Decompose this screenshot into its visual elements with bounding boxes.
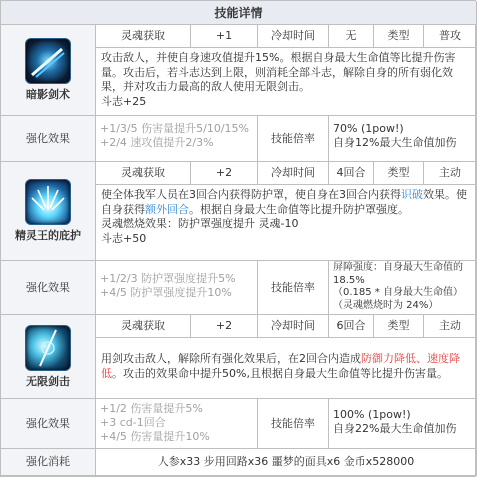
skill-3-name: 无限剑击 bbox=[26, 374, 70, 388]
mult-line: （灵魂燃烧时为 24%） bbox=[333, 299, 439, 311]
mult-label: 技能倍率 bbox=[258, 116, 329, 162]
cd-label: 冷却时间 bbox=[258, 25, 329, 48]
keyword-debuffs: 防御力降低、速度降低 bbox=[101, 352, 460, 380]
enh-list bbox=[96, 116, 258, 162]
desc-part: 使全体我军人员在3回合内获得防护罩，使自身在3回合内获得 bbox=[101, 188, 401, 201]
soul-value: +2 bbox=[191, 315, 258, 338]
skill-3-description bbox=[96, 338, 477, 399]
fighting-spirit-text: 斗志+50 bbox=[101, 231, 147, 245]
infinite-sword-icon bbox=[25, 325, 71, 371]
type-label: 类型 bbox=[374, 25, 424, 48]
soul-label: 灵魂获取 bbox=[96, 315, 191, 338]
enh-label: 强化效果 bbox=[1, 116, 96, 162]
skill-3-header bbox=[1, 315, 96, 399]
type-label: 类型 bbox=[374, 162, 424, 185]
mult-line: （0.185 * 自身最大生命值） bbox=[333, 287, 463, 298]
soul-label: 灵魂获取 bbox=[96, 25, 191, 48]
desc-part: 。攻击的效果命中提升50%,且根据自身最大生命值等比提升伤害量。 bbox=[112, 366, 448, 380]
mult-label: 技能倍率 bbox=[258, 261, 329, 315]
skill-2-header bbox=[1, 162, 96, 261]
type-value: 普攻 bbox=[424, 25, 477, 48]
enh-item: +1/3/5 伤害量提升5/10/15% bbox=[100, 122, 249, 135]
type-value: 主动 bbox=[424, 162, 477, 185]
skill-2-name: 精灵王的庇护 bbox=[15, 229, 81, 242]
keyword-see-through: 识破 bbox=[401, 188, 423, 201]
mult-line: 自身12%最大生命值加伤 bbox=[333, 136, 457, 149]
desc-part: 。根据自身最大生命值等比提升防护罩强度。 bbox=[189, 202, 409, 216]
enh-item: +1/2/3 防护罩强度提升5% bbox=[100, 272, 236, 285]
table-title: 技能详情 bbox=[1, 1, 477, 25]
skill-2-description bbox=[96, 185, 477, 261]
enh-list bbox=[96, 261, 258, 315]
enh-label: 强化效果 bbox=[1, 261, 96, 315]
shadow-blade-icon bbox=[25, 38, 71, 84]
enh-item: +4/5 伤害量提升10% bbox=[100, 430, 210, 443]
mult-line: 屏障强度：自身最大生命值的 bbox=[333, 262, 463, 273]
keyword-extra-turn: 额外回合 bbox=[145, 202, 189, 216]
mult-line: 70% (1pow!) bbox=[333, 122, 404, 135]
cd-label: 冷却时间 bbox=[258, 162, 329, 185]
cd-value: 6回合 bbox=[329, 315, 374, 338]
cost-value: 人参x33 步用回路x36 噩梦的面具x6 金币x528000 bbox=[96, 449, 477, 476]
soul-burn-text: 灵魂燃烧效果：防护罩强度提升 灵魂-10 bbox=[101, 217, 299, 230]
enh-item: +3 cd-1回合 bbox=[100, 416, 166, 429]
cd-label: 冷却时间 bbox=[258, 315, 329, 338]
cd-value: 无 bbox=[329, 25, 374, 48]
elf-king-shield-icon bbox=[25, 179, 71, 225]
mult-value bbox=[329, 261, 477, 315]
fighting-spirit-text: 斗志+25 bbox=[101, 94, 147, 108]
cost-label: 强化消耗 bbox=[1, 449, 96, 476]
enh-list bbox=[96, 399, 258, 449]
skill-1-description bbox=[96, 48, 477, 116]
enh-item: +4/5 防护罩强度提升10% bbox=[100, 286, 232, 299]
cd-value: 4回合 bbox=[329, 162, 374, 185]
soul-value: +1 bbox=[191, 25, 258, 48]
description-text bbox=[101, 188, 471, 217]
mult-value bbox=[329, 116, 477, 162]
soul-label: 灵魂获取 bbox=[96, 162, 191, 185]
mult-line: 自身22%最大生命值加伤 bbox=[333, 422, 457, 435]
type-label: 类型 bbox=[374, 315, 424, 338]
description-text: 攻击敌人，并使自身速攻值提升15%。根据自身最大生命值等比提升伤害量。攻击后，若斗志达到上限，则消耗全部斗志，解除自身的所有弱化效果，并对攻击力最高的敌人使用无限剑击。 bbox=[101, 51, 456, 93]
skill-1-name: 暗影剑术 bbox=[26, 88, 70, 101]
skill-1-header bbox=[1, 25, 96, 116]
mult-value bbox=[329, 399, 477, 449]
soul-value: +2 bbox=[191, 162, 258, 185]
mult-line: 100% (1pow!) bbox=[333, 408, 411, 421]
mult-line: 18.5% bbox=[333, 274, 365, 286]
desc-part: 用剑攻击敌人，解除所有强化效果后，在2回合内造成 bbox=[101, 352, 361, 365]
enh-label: 强化效果 bbox=[1, 399, 96, 449]
enh-item: +2/4 速攻值提升2/3% bbox=[100, 136, 214, 149]
type-value: 主动 bbox=[424, 315, 477, 338]
enh-item: +1/2 伤害量提升5% bbox=[100, 402, 203, 415]
mult-label: 技能倍率 bbox=[258, 399, 329, 449]
desc-part: 效果。使自身获得 bbox=[101, 188, 467, 216]
description-text bbox=[101, 352, 471, 381]
